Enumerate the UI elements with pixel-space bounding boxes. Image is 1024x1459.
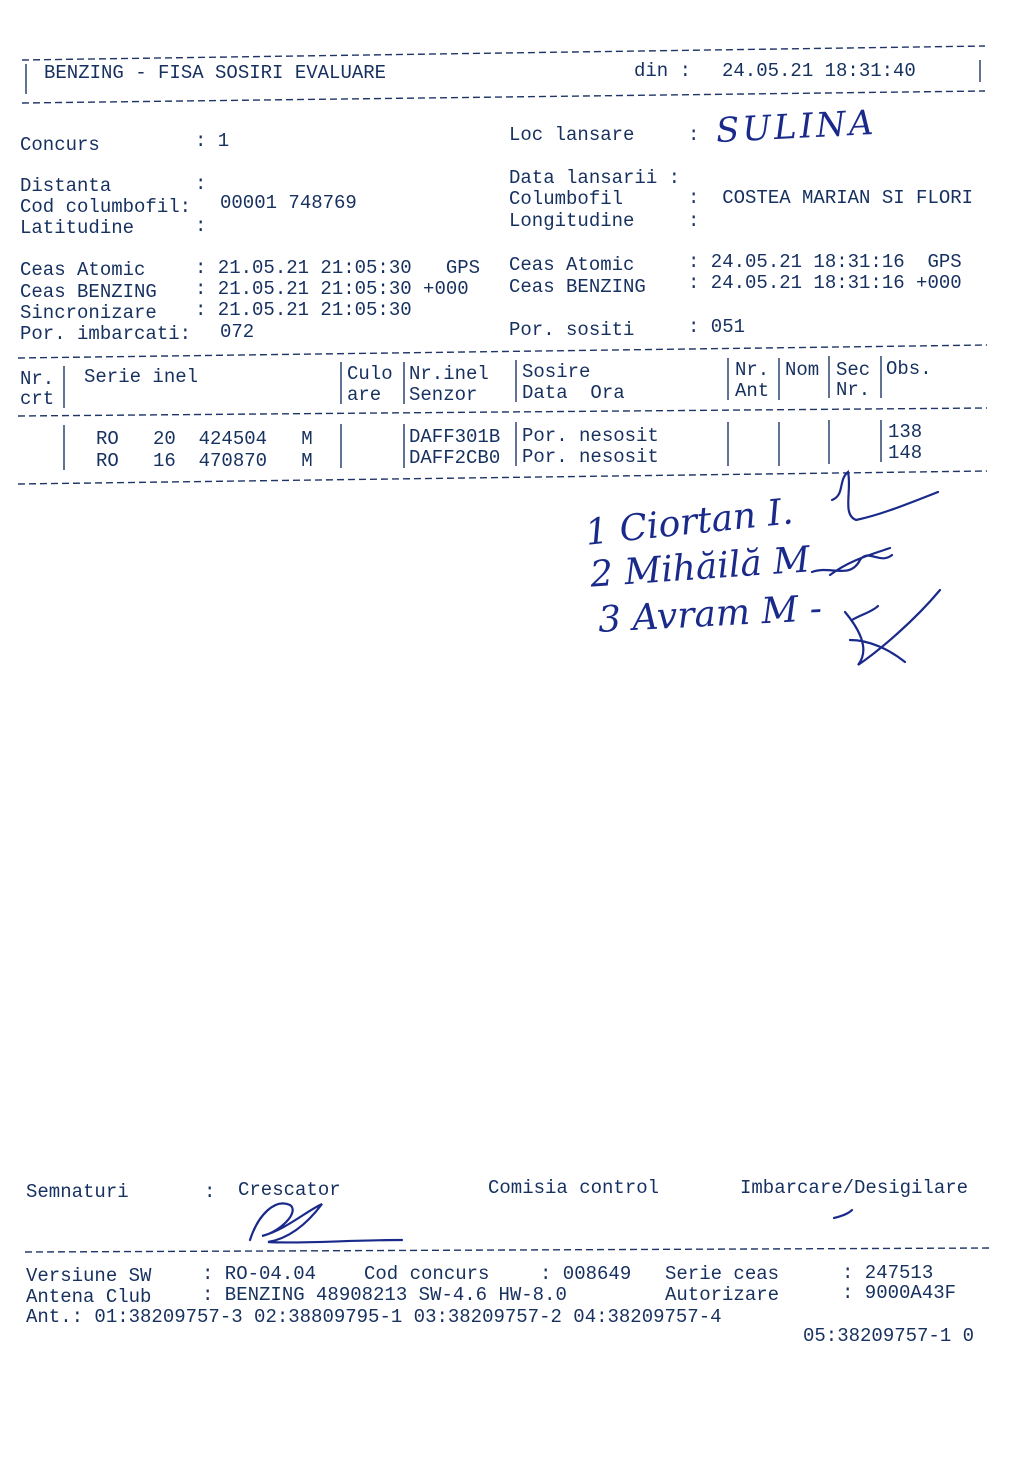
- row-1-obs: 138: [888, 421, 923, 443]
- longitudine-label: Longitudine: [509, 210, 635, 232]
- data-lansarii-label: Data lansarii :: [509, 167, 681, 189]
- row-1-senzor: DAFF301B: [409, 426, 501, 448]
- signature-3-icon: [845, 590, 940, 665]
- imbarcare-desigilare-label: Imbarcare/Desigilare: [740, 1177, 969, 1199]
- ceas-atomic-value-right: : 24.05.21 18:31:16 GPS: [688, 251, 962, 273]
- cod-concurs-value: : 008649: [540, 1263, 632, 1285]
- handwritten-name-2: 2 Mihăilă M: [588, 539, 812, 596]
- header-sec-2: Nr.: [836, 379, 871, 401]
- handwritten-name-3: 3 Avram M -: [597, 588, 823, 641]
- handwritten-name-1: 1 Ciortan I.: [583, 491, 796, 554]
- versiune-sw-value: : RO-04.04: [202, 1263, 317, 1285]
- latitudine-label: Latitudine: [20, 217, 135, 239]
- ceas-atomic-label-left: Ceas Atomic: [20, 259, 146, 281]
- cod-columbofil-label: Cod columbofil:: [20, 196, 192, 218]
- crescator-label: Crescator: [238, 1179, 341, 1201]
- header-sosire-1: Sosire: [522, 361, 591, 383]
- header-nom: Nom: [785, 359, 820, 381]
- ceas-benzing-label-right: Ceas BENZING: [509, 276, 646, 298]
- distanta-value: :: [195, 173, 207, 195]
- por-sositi-label: Por. sositi: [509, 319, 635, 341]
- latitudine-value: :: [195, 215, 207, 237]
- ceas-benzing-value-right: : 24.05.21 18:31:16 +000: [688, 272, 962, 294]
- row-2-serie: RO 16 470870 M: [96, 450, 313, 472]
- antenna-list: Ant.: 01:38209757-3 02:38809795-1 03:38209757-2 04:38209757-4: [26, 1306, 722, 1328]
- antenna-list-continued: 05:38209757-1 0: [803, 1325, 975, 1347]
- antena-club-value: : BENZING 48908213 SW-4.6 HW-8.0: [202, 1284, 567, 1306]
- longitudine-value: :: [688, 210, 700, 232]
- loc-lansare-sep: :: [688, 124, 700, 146]
- header-sec-1: Sec: [836, 359, 871, 381]
- header-nr-inel-2: Senzor: [409, 384, 478, 406]
- columbofil-label: Columbofil: [509, 188, 624, 210]
- loc-lansare-label: Loc lansare: [509, 124, 635, 146]
- row-2-senzor: DAFF2CB0: [409, 447, 501, 469]
- serie-ceas-label: Serie ceas: [665, 1263, 780, 1285]
- comisia-control-label: Comisia control: [488, 1177, 660, 1199]
- ceas-benzing-value-left: : 21.05.21 21:05:30 +000: [195, 278, 469, 300]
- imbarcare-mark-icon: [834, 1210, 852, 1218]
- distanta-label: Distanta: [20, 175, 112, 197]
- sincronizare-label: Sincronizare: [20, 302, 157, 324]
- header-serie-inel: Serie inel: [84, 366, 199, 388]
- semnaturi-sep: :: [204, 1181, 216, 1203]
- columbofil-value: : COSTEA MARIAN SI FLORI: [688, 187, 974, 209]
- row-1-serie: RO 20 424504 M: [96, 428, 313, 450]
- header-nr-crt-2: crt: [20, 388, 55, 410]
- por-sositi-value: : 051: [688, 316, 746, 338]
- ceas-atomic-value-left: : 21.05.21 21:05:30 GPS: [195, 257, 481, 279]
- cod-concurs-label: Cod concurs: [364, 1263, 490, 1285]
- loc-lansare-handwritten: SULINA: [715, 102, 878, 152]
- cod-columbofil-value: 00001 748769: [220, 192, 357, 214]
- autorizare-label: Autorizare: [665, 1284, 780, 1306]
- por-imbarcati-value: 072: [220, 321, 255, 343]
- header-culoare-1: Culo: [347, 363, 393, 385]
- por-imbarcati-label: Por. imbarcati:: [20, 323, 192, 345]
- signature-2-icon: [812, 548, 892, 575]
- print-datetime: 24.05.21 18:31:40: [722, 60, 916, 82]
- row-2-obs: 148: [888, 442, 923, 464]
- antena-club-label: Antena Club: [26, 1286, 152, 1308]
- crescator-signature-icon: [250, 1203, 402, 1242]
- semnaturi-label: Semnaturi: [26, 1181, 129, 1203]
- row-2-sosire: Por. nesosit: [522, 446, 659, 468]
- header-nr-crt-1: Nr.: [20, 368, 55, 390]
- document-title: BENZING - FISA SOSIRI EVALUARE: [44, 62, 387, 84]
- header-culoare-2: are: [347, 384, 382, 406]
- header-nr-ant-1: Nr.: [735, 359, 770, 381]
- sincronizare-value: : 21.05.21 21:05:30: [195, 299, 412, 321]
- ceas-benzing-label-left: Ceas BENZING: [20, 281, 157, 303]
- serie-ceas-value: : 247513: [842, 1262, 934, 1284]
- concurs-label: Concurs: [20, 134, 100, 156]
- autorizare-value: : 9000A43F: [842, 1282, 957, 1304]
- header-sosire-2: Data Ora: [522, 382, 625, 404]
- date-label: din :: [634, 60, 692, 82]
- signature-1-icon: [832, 472, 938, 520]
- header-obs: Obs.: [886, 358, 932, 380]
- row-1-sosire: Por. nesosit: [522, 425, 659, 447]
- header-nr-inel-1: Nr.inel: [409, 363, 489, 385]
- versiune-sw-label: Versiune SW: [26, 1265, 152, 1287]
- concurs-value: : 1: [195, 130, 230, 152]
- ceas-atomic-label-right: Ceas Atomic: [509, 254, 635, 276]
- header-nr-ant-2: Ant: [735, 380, 770, 402]
